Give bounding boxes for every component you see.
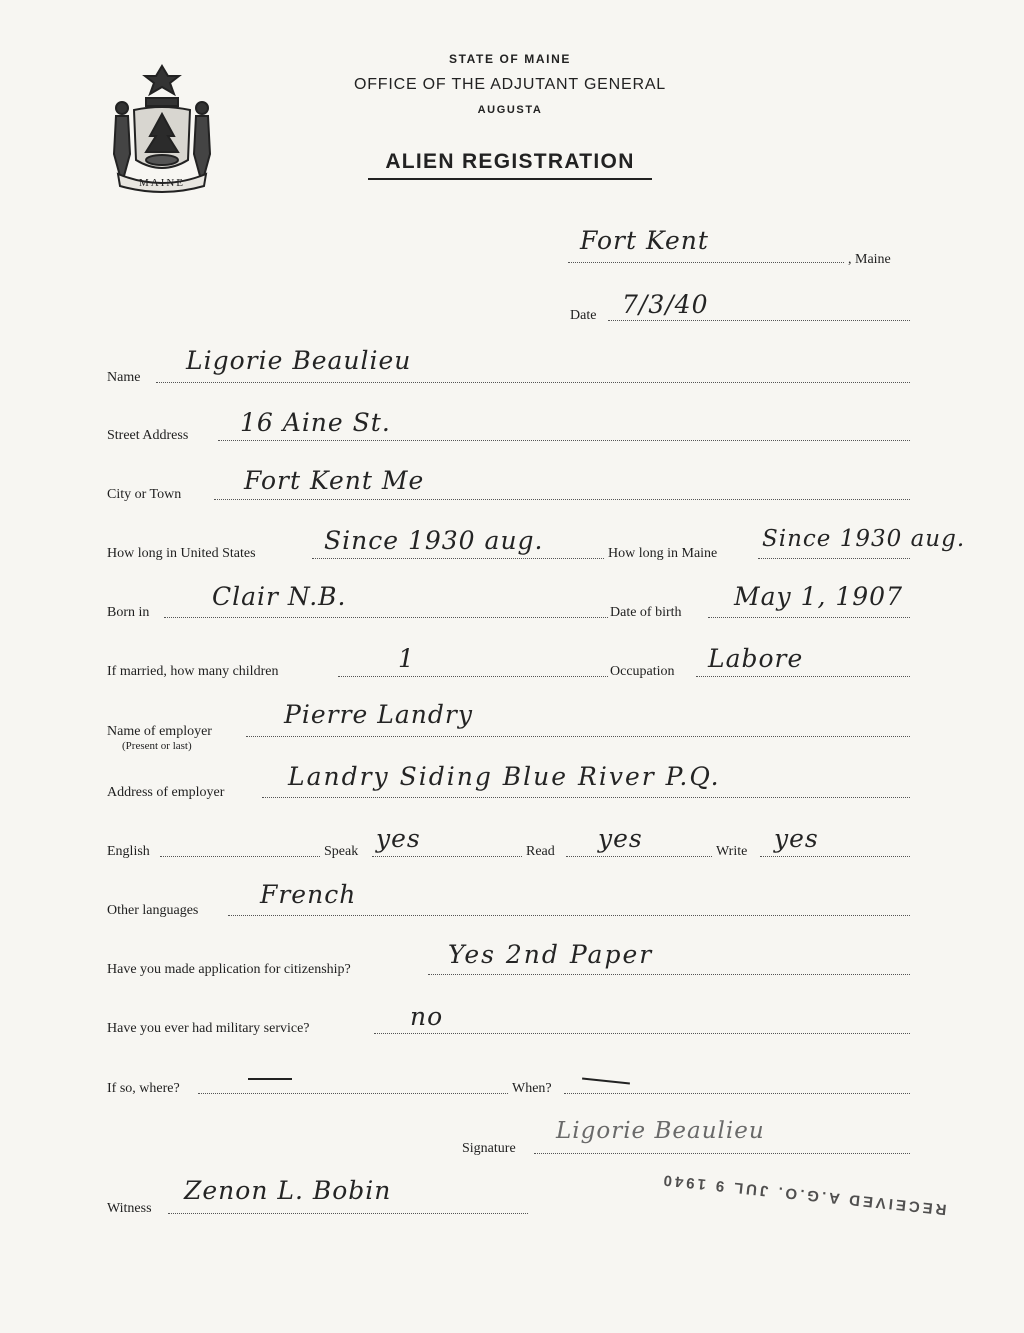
military-line: [374, 1033, 910, 1034]
date-value: 7/3/40: [622, 290, 709, 319]
when-dash: [582, 1077, 630, 1084]
read-label: Read: [526, 844, 555, 859]
if-so-where-dash: [248, 1078, 292, 1080]
name-label: Name: [107, 370, 141, 385]
date-label: Date: [570, 308, 597, 323]
date-of-birth-line: [708, 617, 910, 618]
speak-line: [372, 856, 522, 857]
date-of-birth-value: May 1, 1907: [734, 582, 903, 611]
born-in-label: Born in: [107, 605, 150, 620]
employer-value: Pierre Landry: [284, 700, 473, 729]
title-underline: [368, 178, 652, 180]
read-value: yes: [598, 824, 643, 853]
children-value: 1: [398, 644, 415, 673]
how-long-maine-label: How long in Maine: [608, 546, 718, 561]
when-line: [564, 1093, 910, 1094]
when-label: When?: [512, 1081, 552, 1096]
how-long-maine-value: Since 1930 aug.: [762, 526, 966, 552]
employer-address-label: Address of employer: [107, 785, 225, 800]
citizenship-value: Yes 2nd Paper: [448, 940, 654, 969]
write-label: Write: [716, 844, 748, 859]
english-line: [160, 856, 320, 857]
witness-value: Zenon L. Bobin: [184, 1176, 392, 1205]
street-address-value: 16 Aine St.: [240, 408, 391, 437]
header-city: AUGUSTA: [477, 104, 543, 116]
occupation-label: Occupation: [610, 664, 675, 679]
children-label: If married, how many children: [107, 664, 279, 679]
employer-sublabel: (Present or last): [122, 740, 192, 752]
signature-value: Ligorie Beaulieu: [556, 1118, 765, 1144]
employer-label: Name of employer: [107, 724, 212, 739]
if-so-where-line: [198, 1093, 508, 1094]
born-in-line: [164, 617, 608, 618]
signature-label: Signature: [462, 1141, 516, 1156]
witness-line: [168, 1213, 528, 1214]
town-label: , Maine: [848, 252, 891, 267]
how-long-maine-line: [758, 558, 910, 559]
speak-label: Speak: [324, 844, 359, 859]
employer-address-line: [262, 797, 910, 798]
citizenship-label: Have you made application for citizenship?: [107, 962, 351, 977]
city-value: Fort Kent Me: [244, 466, 425, 495]
born-in-value: Clair N.B.: [212, 582, 347, 611]
date-line: [608, 320, 910, 321]
employer-address-value: Landry Siding Blue River P.Q.: [288, 762, 721, 791]
how-long-us-label: How long in United States: [107, 546, 256, 561]
header-office: OFFICE OF THE ADJUTANT GENERAL: [353, 76, 667, 93]
street-address-line: [218, 440, 910, 441]
employer-line: [246, 736, 910, 737]
street-address-label: Street Address: [107, 428, 189, 443]
occupation-value: Labore: [708, 644, 804, 673]
military-value: no: [410, 1002, 444, 1031]
witness-label: Witness: [107, 1201, 152, 1216]
english-label: English: [107, 844, 150, 859]
citizenship-line: [428, 974, 910, 975]
other-languages-label: Other languages: [107, 903, 199, 918]
name-value: Ligorie Beaulieu: [186, 346, 412, 375]
name-line: [156, 382, 910, 383]
children-line: [338, 676, 608, 677]
write-value: yes: [774, 824, 819, 853]
date-of-birth-label: Date of birth: [610, 605, 682, 620]
city-line: [214, 499, 910, 500]
occupation-line: [696, 676, 910, 677]
maine-state-seal-icon: [104, 64, 220, 194]
other-languages-value: French: [260, 880, 357, 909]
town-value: Fort Kent: [580, 226, 709, 255]
city-label: City or Town: [107, 487, 182, 502]
svg-text:MAINE: MAINE: [138, 177, 186, 189]
received-stamp: RECEIVED A.G.O. JUL 9 1940: [659, 1171, 948, 1218]
town-line: [568, 262, 844, 263]
if-so-where-label: If so, where?: [107, 1081, 180, 1096]
how-long-us-value: Since 1930 aug.: [324, 526, 544, 555]
signature-line: [534, 1153, 910, 1154]
write-line: [760, 856, 910, 857]
other-languages-line: [228, 915, 910, 916]
how-long-us-line: [312, 558, 604, 559]
military-label: Have you ever had military service?: [107, 1021, 310, 1036]
header-state: STATE OF MAINE: [449, 52, 571, 66]
form-title: ALIEN REGISTRATION: [385, 150, 635, 173]
speak-value: yes: [376, 824, 421, 853]
read-line: [566, 856, 712, 857]
